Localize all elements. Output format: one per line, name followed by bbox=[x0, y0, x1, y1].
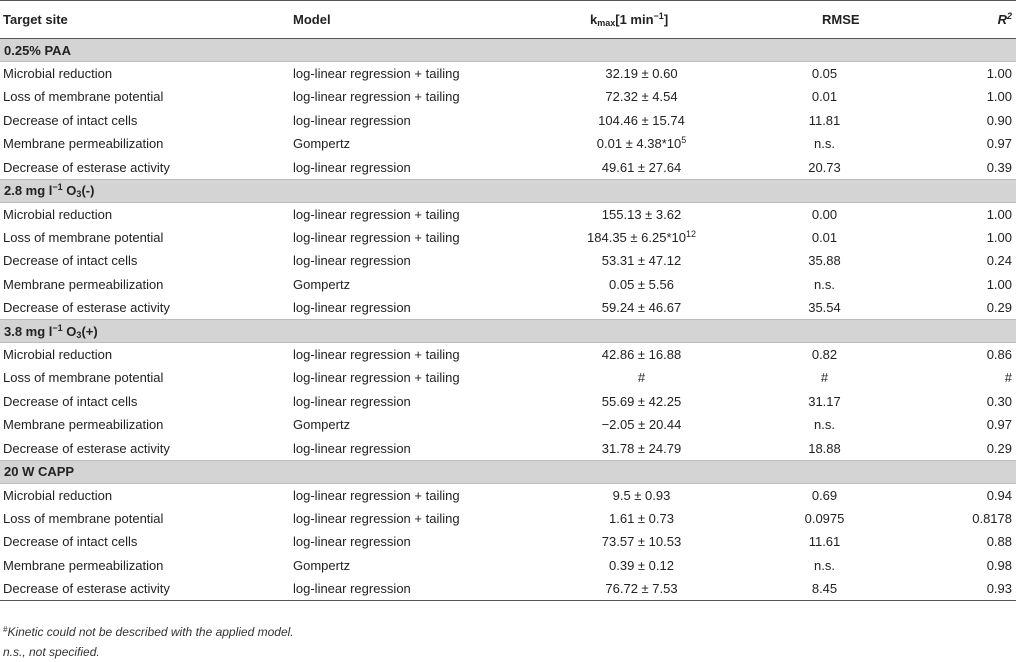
cell-model: Gompertz bbox=[293, 417, 351, 433]
table-row bbox=[0, 577, 1016, 601]
cell-r2: 0.88 bbox=[986, 534, 1012, 550]
cell-kmax bbox=[530, 390, 750, 414]
cell-kmax-value: 31.78 ± 24.79 bbox=[601, 440, 682, 456]
table-row bbox=[0, 390, 1016, 414]
cell-model: Gompertz bbox=[293, 276, 351, 292]
section-title bbox=[0, 320, 1016, 343]
cell-target-site: Membrane permeabilization bbox=[3, 276, 164, 292]
cell-target-site: Decrease of esterase activity bbox=[3, 300, 170, 315]
table-row bbox=[0, 366, 1016, 390]
cell-rmse: 0.82 bbox=[811, 347, 838, 362]
cell-model: log-linear regression bbox=[293, 534, 411, 550]
cell-r2: 0.86 bbox=[986, 347, 1012, 362]
cell-kmax bbox=[530, 296, 750, 320]
section-title-tail: O bbox=[62, 183, 77, 198]
header-kmax-unit-close: ] bbox=[663, 12, 669, 27]
cell-target-site: Decrease of esterase activity bbox=[3, 159, 170, 175]
cell-kmax bbox=[530, 156, 750, 180]
cell-kmax bbox=[530, 273, 750, 297]
cell-rmse: 35.88 bbox=[808, 253, 841, 269]
header-kmax bbox=[530, 1, 750, 39]
cell-kmax bbox=[530, 554, 750, 578]
header-model: Model bbox=[290, 1, 530, 39]
cell-model: log-linear regression bbox=[293, 440, 411, 456]
table-row bbox=[0, 109, 1016, 133]
cell-target-site: Loss of membrane potential bbox=[3, 89, 164, 105]
table-row bbox=[0, 132, 1016, 156]
cell-model: log-linear regression + tailing bbox=[293, 206, 460, 222]
cell-rmse: 0.69 bbox=[811, 487, 838, 503]
cell-r2: 0.29 bbox=[986, 440, 1012, 456]
cell-target-site: Loss of membrane potential bbox=[3, 229, 164, 245]
cell-target-site: Loss of membrane potential bbox=[3, 510, 164, 526]
cell-kmax-value: 53.31 ± 47.12 bbox=[601, 253, 682, 269]
cell-kmax bbox=[530, 413, 750, 437]
cell-rmse: # bbox=[820, 370, 829, 386]
table-row bbox=[0, 437, 1016, 461]
table-row bbox=[0, 62, 1016, 86]
cell-kmax-value: 42.86 ± 16.88 bbox=[601, 347, 682, 362]
section-title-text: 2.8 mg l bbox=[4, 183, 53, 198]
cell-model: log-linear regression + tailing bbox=[293, 510, 460, 526]
cell-r2: 0.29 bbox=[986, 300, 1012, 315]
header-kmax-unit-sup: −1 bbox=[653, 11, 664, 21]
cell-model: log-linear regression + tailing bbox=[293, 347, 460, 362]
cell-kmax bbox=[530, 85, 750, 109]
cell-kmax bbox=[530, 507, 750, 531]
cell-target-site: Decrease of esterase activity bbox=[3, 440, 170, 456]
table-row bbox=[0, 226, 1016, 250]
cell-r2: 0.97 bbox=[986, 417, 1012, 433]
cell-model: log-linear regression bbox=[293, 112, 411, 128]
cell-r2: 1.00 bbox=[986, 276, 1012, 292]
cell-target-site: Decrease of intact cells bbox=[3, 393, 138, 409]
table-row bbox=[0, 202, 1016, 226]
section-title-sup: −1 bbox=[52, 182, 63, 192]
cell-kmax bbox=[530, 226, 750, 250]
cell-kmax-value: 0.39 ± 0.12 bbox=[609, 557, 674, 573]
cell-model: log-linear regression bbox=[293, 159, 411, 175]
cell-target-site: Decrease of intact cells bbox=[3, 534, 138, 550]
table-row bbox=[0, 85, 1016, 109]
section-title-text: 3.8 mg l bbox=[4, 323, 53, 339]
section-title-end: (-) bbox=[81, 183, 95, 198]
cell-rmse: 0.01 bbox=[811, 229, 838, 245]
header-r2-sup: 2 bbox=[1006, 11, 1012, 21]
header-r2-label: R bbox=[997, 12, 1007, 27]
header-r2 bbox=[896, 1, 1016, 39]
cell-kmax bbox=[530, 202, 750, 226]
cell-kmax-value: 59.24 ± 46.67 bbox=[601, 300, 682, 315]
cell-target-site: Membrane permeabilization bbox=[3, 557, 164, 573]
cell-r2: 0.98 bbox=[986, 557, 1012, 573]
cell-target-site: Microbial reduction bbox=[3, 66, 113, 81]
section-title-sup: −1 bbox=[52, 322, 63, 333]
cell-kmax bbox=[530, 132, 750, 156]
cell-r2: 1.00 bbox=[986, 89, 1012, 105]
cell-kmax bbox=[530, 437, 750, 461]
table-row bbox=[0, 249, 1016, 273]
cell-r2: 1.00 bbox=[986, 229, 1012, 245]
table-row bbox=[0, 483, 1016, 507]
cell-model: log-linear regression bbox=[293, 300, 411, 315]
cell-kmax-value: 104.46 ± 15.74 bbox=[598, 112, 685, 128]
footnote-hash-text: Kinetic could not be described with the applied model. bbox=[7, 625, 294, 639]
cell-rmse: 18.88 bbox=[808, 440, 841, 456]
cell-kmax-value: 32.19 ± 0.60 bbox=[605, 66, 678, 81]
cell-kmax bbox=[530, 343, 750, 367]
table-row bbox=[0, 273, 1016, 297]
cell-r2: 0.94 bbox=[986, 487, 1012, 503]
cell-rmse: 0.01 bbox=[811, 89, 838, 105]
cell-model: log-linear regression bbox=[290, 577, 530, 601]
header-target-site: Target site bbox=[0, 1, 290, 39]
section-title-sub: 3 bbox=[76, 189, 82, 199]
table-row bbox=[0, 296, 1016, 320]
cell-rmse: n.s. bbox=[814, 557, 835, 573]
section-title-text: 0.25% PAA bbox=[4, 42, 71, 58]
cell-rmse: 11.81 bbox=[808, 112, 841, 128]
cell-r2: 0.30 bbox=[986, 393, 1012, 409]
cell-model: log-linear regression bbox=[293, 253, 411, 269]
header-kmax-sub: max bbox=[597, 18, 616, 28]
table-row bbox=[0, 507, 1016, 531]
cell-kmax bbox=[530, 366, 750, 390]
section-title-tail: O bbox=[62, 323, 77, 339]
cell-rmse: n.s. bbox=[814, 417, 835, 433]
cell-model: log-linear regression + tailing bbox=[293, 487, 460, 503]
cell-kmax bbox=[530, 577, 750, 601]
cell-kmax bbox=[530, 62, 750, 86]
section-row bbox=[0, 179, 1016, 202]
footnote-hash bbox=[3, 625, 294, 639]
cell-kmax-exponent: 12 bbox=[685, 228, 696, 239]
cell-rmse: 20.73 bbox=[808, 159, 841, 175]
cell-model: Gompertz bbox=[293, 136, 351, 152]
cell-model: log-linear regression bbox=[293, 393, 411, 409]
cell-kmax bbox=[530, 109, 750, 133]
cell-model: Gompertz bbox=[293, 557, 351, 573]
table-body bbox=[0, 39, 1016, 601]
section-title-end: (+) bbox=[81, 323, 98, 339]
table-row bbox=[0, 413, 1016, 437]
cell-r2: 0.24 bbox=[986, 253, 1012, 269]
cell-kmax-value: 72.32 ± 4.54 bbox=[605, 89, 678, 105]
cell-kmax-value: 49.61 ± 27.64 bbox=[601, 159, 682, 175]
cell-kmax-exponent: 5 bbox=[681, 135, 687, 146]
section-title bbox=[0, 39, 1016, 62]
cell-r2: 1.00 bbox=[986, 66, 1012, 81]
cell-r2: 0.90 bbox=[986, 112, 1012, 128]
cell-kmax-value: 1.61 ± 0.73 bbox=[609, 510, 674, 526]
cell-rmse: n.s. bbox=[814, 276, 835, 292]
cell-kmax-value: 9.5 ± 0.93 bbox=[612, 487, 671, 503]
cell-r2: 0.39 bbox=[986, 159, 1012, 175]
cell-r2: 0.97 bbox=[986, 136, 1012, 152]
cell-target-site: Microbial reduction bbox=[3, 487, 113, 503]
cell-kmax-value: 55.69 ± 42.25 bbox=[601, 393, 682, 409]
table-row bbox=[0, 343, 1016, 367]
cell-rmse: 11.61 bbox=[808, 534, 841, 550]
section-row bbox=[0, 39, 1016, 62]
cell-target-site: Decrease of intact cells bbox=[3, 253, 138, 269]
cell-r2: 0.93 bbox=[896, 577, 1016, 601]
cell-model: log-linear regression + tailing bbox=[293, 370, 460, 386]
cell-rmse: 31.17 bbox=[808, 393, 841, 409]
cell-kmax bbox=[530, 530, 750, 554]
cell-target-site: Membrane permeabilization bbox=[3, 417, 164, 433]
cell-kmax-value: 73.57 ± 10.53 bbox=[601, 534, 682, 550]
header-rmse: RMSE bbox=[750, 1, 896, 39]
cell-rmse: n.s. bbox=[814, 136, 835, 152]
section-row bbox=[0, 460, 1016, 483]
section-title bbox=[0, 179, 1016, 202]
section-title-text: 20 W CAPP bbox=[4, 464, 75, 479]
table-header bbox=[0, 1, 1016, 39]
cell-kmax-value: 155.13 ± 3.62 bbox=[601, 206, 682, 222]
cell-model: log-linear regression + tailing bbox=[293, 66, 460, 81]
cell-target-site: Microbial reduction bbox=[3, 206, 113, 222]
cell-target-site: Decrease of esterase activity bbox=[0, 577, 290, 601]
cell-rmse: 0.00 bbox=[811, 206, 838, 222]
header-kmax-unit: [1 min bbox=[615, 12, 654, 27]
header-kmax-k: k bbox=[590, 12, 598, 27]
table-row bbox=[0, 530, 1016, 554]
cell-kmax-value: # bbox=[637, 370, 646, 386]
section-row bbox=[0, 320, 1016, 343]
section-title bbox=[0, 460, 1016, 483]
footnote-hash-mark: # bbox=[3, 625, 8, 634]
cell-kmax-value: −2.05 ± 20.44 bbox=[601, 417, 682, 433]
cell-rmse: 0.05 bbox=[811, 66, 838, 81]
footnote-ns: n.s., not specified. bbox=[3, 645, 100, 659]
cell-model: log-linear regression + tailing bbox=[293, 89, 460, 105]
table-row bbox=[0, 156, 1016, 180]
cell-kmax bbox=[530, 483, 750, 507]
cell-kmax-value: 76.72 ± 7.53 bbox=[605, 581, 678, 596]
cell-kmax-value: 184.35 ± 6.25*10 bbox=[587, 229, 686, 245]
cell-model: log-linear regression + tailing bbox=[293, 229, 460, 245]
section-title-sub: 3 bbox=[76, 329, 82, 340]
cell-rmse: 0.0975 bbox=[804, 510, 845, 526]
cell-rmse: 35.54 bbox=[808, 300, 841, 315]
cell-target-site: Membrane permeabilization bbox=[3, 136, 164, 152]
cell-target-site: Loss of membrane potential bbox=[3, 370, 164, 386]
cell-target-site: Decrease of intact cells bbox=[3, 112, 138, 128]
cell-kmax-value: 0.05 ± 5.56 bbox=[609, 276, 674, 292]
cell-r2: 1.00 bbox=[986, 206, 1012, 222]
cell-r2: 0.8178 bbox=[972, 510, 1012, 526]
cell-r2: # bbox=[1004, 370, 1012, 386]
cell-target-site: Microbial reduction bbox=[3, 347, 113, 362]
cell-rmse: 8.45 bbox=[750, 577, 896, 601]
cell-kmax-value: 0.01 ± 4.38*10 bbox=[596, 136, 682, 152]
cell-kmax bbox=[530, 249, 750, 273]
table-row bbox=[0, 554, 1016, 578]
